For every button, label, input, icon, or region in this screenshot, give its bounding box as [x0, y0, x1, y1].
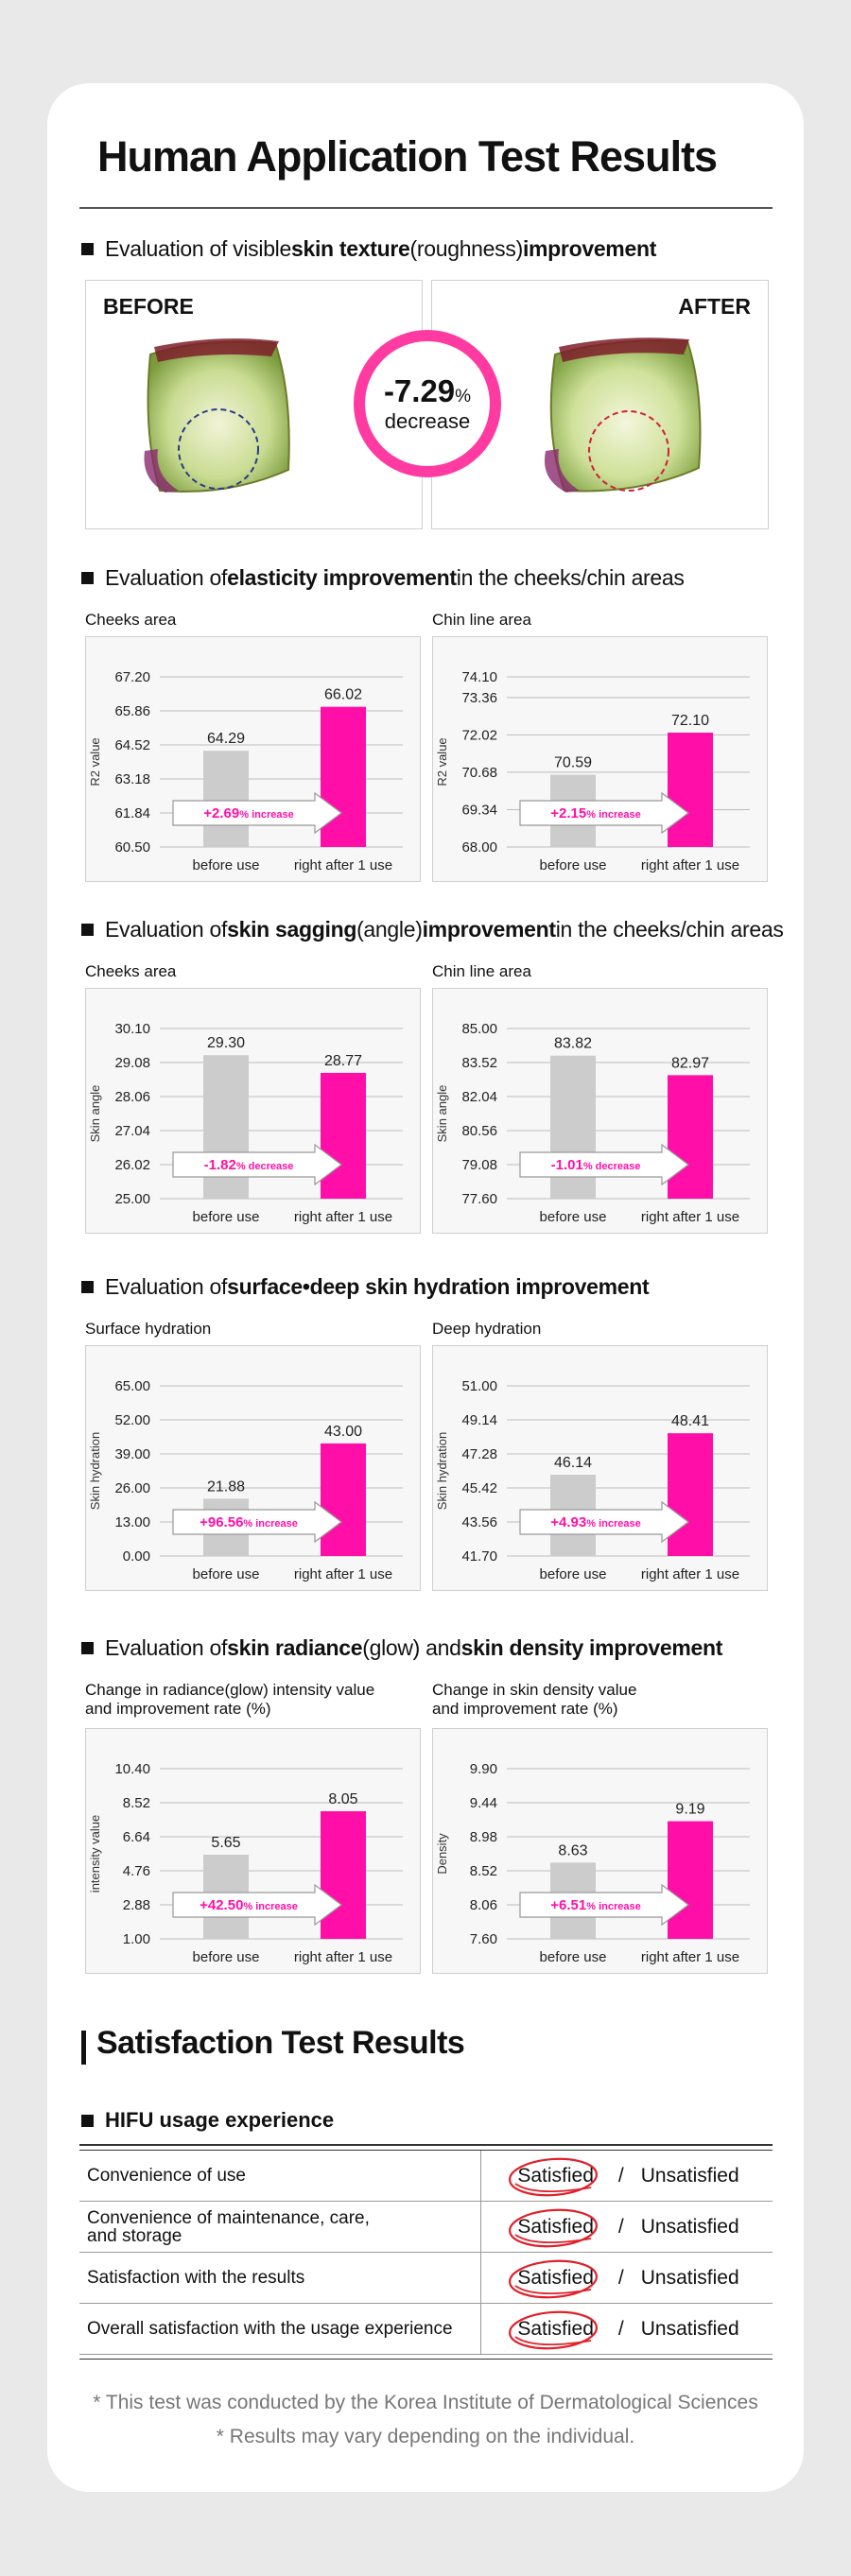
bullet-square-icon	[81, 572, 94, 584]
red-circle-mark-icon	[506, 2206, 604, 2250]
y-axis-label: Skin hydration	[435, 1431, 449, 1511]
satisfaction-answer	[480, 2253, 773, 2303]
satisfaction-table	[79, 2144, 773, 2360]
bar-value-label: 29.30	[206, 1035, 246, 1052]
chart-caption: Cheeks area	[85, 611, 177, 629]
answer-unsatisfied: Unsatisfied	[640, 2164, 739, 2187]
x-category-label: before use	[539, 857, 607, 873]
y-tick-label: 7.60	[469, 1931, 497, 1947]
bar-value-label: 5.65	[211, 1834, 241, 1851]
y-tick-label: 51.00	[461, 1378, 497, 1394]
x-category-label: right after 1 use	[293, 1209, 393, 1225]
chart-chin-elasticity	[432, 636, 768, 882]
decrease-value: -7.29%	[383, 373, 472, 408]
chart-svg	[433, 1346, 767, 1590]
bar-value-label: 70.59	[553, 754, 593, 771]
satisfaction-answer	[480, 2151, 773, 2201]
bar-value-label: 28.77	[323, 1052, 363, 1069]
y-tick-label: 77.60	[461, 1191, 497, 1207]
y-tick-label: 9.90	[469, 1761, 497, 1777]
chart-caption: Chin line area	[432, 962, 531, 980]
satisfaction-title: Satisfaction Test Results	[96, 2025, 465, 2061]
y-tick-label: 70.68	[461, 764, 497, 781]
bar-value-label: 66.02	[323, 686, 363, 703]
x-category-label: before use	[192, 1209, 260, 1225]
answer-satisfied: Satisfied	[513, 2216, 598, 2239]
x-category-label: right after 1 use	[293, 857, 393, 873]
y-tick-label: 52.00	[114, 1412, 150, 1428]
y-tick-label: 41.70	[461, 1548, 497, 1565]
bar-after	[668, 1433, 713, 1556]
x-category-label: right after 1 use	[293, 1566, 393, 1582]
chart-deep-hydration	[432, 1345, 768, 1591]
satisfaction-row	[79, 2253, 773, 2304]
y-tick-label: 85.00	[461, 1021, 497, 1037]
bar-value-label: 46.14	[553, 1455, 593, 1472]
y-tick-label: 47.28	[461, 1446, 497, 1462]
answer-separator: /	[617, 2215, 624, 2238]
chart-radiance	[85, 1728, 421, 1974]
section-heading-elasticity: Evaluation of elasticity improvement in the cheeks/chin areas	[81, 565, 685, 591]
y-tick-label: 63.18	[114, 771, 150, 787]
section-heading-radiance: Evaluation of skin radiance (glow) and skin density improvement	[81, 1635, 722, 1661]
change-label: +6.51% increase	[550, 1897, 641, 1913]
y-tick-label: 65.86	[114, 703, 150, 719]
bar-after	[321, 1811, 366, 1939]
y-tick-label: 9.44	[469, 1795, 497, 1811]
bar-value-label: 8.63	[558, 1842, 588, 1859]
y-tick-label: 61.84	[114, 805, 150, 821]
change-label: -1.01% decrease	[550, 1157, 641, 1173]
x-category-label: before use	[539, 1949, 607, 1965]
y-tick-label: 43.56	[461, 1514, 497, 1530]
change-label: +4.93% increase	[550, 1514, 641, 1530]
x-category-label: before use	[539, 1566, 607, 1582]
x-category-label: right after 1 use	[640, 1949, 740, 1965]
change-label: +2.69% increase	[203, 805, 294, 821]
section-heading-texture: Evaluation of visible skin texture (roughness) improvement	[81, 236, 656, 262]
satisfaction-question: Overall satisfaction with the usage experience	[87, 2319, 453, 2339]
x-category-label: right after 1 use	[640, 1209, 740, 1225]
y-tick-label: 73.36	[461, 689, 497, 706]
chart-svg	[86, 637, 420, 881]
y-tick-label: 60.50	[114, 839, 150, 856]
y-tick-label: 68.00	[461, 839, 497, 856]
bar-after	[321, 707, 366, 847]
change-label: +42.50% increase	[200, 1897, 298, 1913]
answer-satisfied: Satisfied	[513, 2267, 598, 2290]
y-tick-label: 0.00	[122, 1548, 150, 1565]
bar-value-label: 83.82	[553, 1035, 593, 1052]
bar-value-label: 9.19	[675, 1801, 705, 1818]
bullet-square-icon	[81, 243, 94, 255]
y-tick-label: 10.40	[114, 1761, 150, 1777]
satisfaction-row	[79, 2202, 773, 2253]
y-tick-label: 13.00	[114, 1514, 150, 1530]
bullet-square-icon	[81, 2115, 94, 2127]
answer-separator: /	[617, 2164, 624, 2187]
x-category-label: before use	[539, 1209, 607, 1225]
satisfaction-question: Convenience of maintenance, care, and storage	[87, 2207, 370, 2246]
y-axis-label: Skin angle	[435, 1084, 449, 1143]
y-axis-label: Skin hydration	[88, 1431, 102, 1511]
y-tick-label: 74.10	[461, 669, 497, 685]
y-tick-label: 8.52	[122, 1795, 150, 1811]
answer-unsatisfied: Unsatisfied	[640, 2266, 739, 2289]
before-label: BEFORE	[103, 294, 194, 319]
y-tick-label: 29.08	[114, 1055, 150, 1071]
y-tick-label: 4.76	[122, 1863, 150, 1879]
bar-value-label: 21.88	[206, 1478, 246, 1495]
bullet-square-icon	[81, 924, 94, 936]
y-tick-label: 80.56	[461, 1123, 497, 1139]
answer-separator: /	[617, 2266, 624, 2289]
x-category-label: before use	[192, 857, 260, 873]
bullet-square-icon	[81, 1281, 94, 1293]
red-circle-mark-icon	[506, 2257, 604, 2301]
footnote-variance: * Results may vary depending on the individual.	[216, 2426, 635, 2447]
answer-unsatisfied: Unsatisfied	[640, 2215, 739, 2238]
y-tick-label: 27.04	[114, 1123, 150, 1139]
y-tick-label: 64.52	[114, 737, 150, 753]
footnote-institute: * This test was conducted by the Korea Institute of Dermatological Sciences	[93, 2392, 758, 2413]
bar-value-label: 43.00	[323, 1423, 363, 1440]
bullet-square-icon	[81, 1642, 94, 1654]
chart-svg	[86, 1729, 420, 1973]
x-category-label: right after 1 use	[640, 1566, 740, 1582]
change-label: +96.56% increase	[200, 1514, 298, 1530]
bar-value-label: 72.10	[670, 713, 710, 730]
satisfaction-question: Convenience of use	[87, 2166, 246, 2186]
page-title: Human Application Test Results	[97, 132, 718, 181]
y-tick-label: 26.00	[114, 1480, 150, 1496]
y-tick-label: 1.00	[122, 1931, 150, 1947]
answer-satisfied: Satisfied	[513, 2165, 598, 2187]
y-tick-label: 69.34	[461, 802, 497, 819]
y-tick-label: 39.00	[114, 1446, 150, 1462]
chart-caption: Chin line area	[432, 611, 531, 629]
y-tick-label: 8.06	[469, 1897, 497, 1913]
chart-cheeks-sagging	[85, 988, 421, 1234]
y-tick-label: 82.04	[461, 1089, 497, 1105]
y-axis-label: Density	[435, 1833, 449, 1875]
bar-after	[668, 1075, 713, 1199]
chart-caption: Change in radiance(glow) intensity value and improvement rate (%)	[85, 1681, 375, 1718]
chart-svg	[86, 989, 420, 1233]
chart-caption: Cheeks area	[85, 962, 177, 980]
chart-caption: Change in skin density value and improvement rate (%)	[432, 1681, 637, 1718]
bar-after	[321, 1073, 366, 1199]
section-heading-sagging: Evaluation of skin sagging (angle) improvement in the cheeks/chin areas	[81, 917, 784, 942]
y-tick-label: 79.08	[461, 1157, 497, 1173]
y-tick-label: 8.98	[469, 1829, 497, 1845]
y-axis-label: Skin angle	[88, 1084, 102, 1143]
y-tick-label: 67.20	[114, 669, 150, 685]
y-axis-label: R2 value	[435, 737, 449, 787]
red-circle-mark-icon	[506, 2155, 604, 2199]
y-axis-label: R2 value	[88, 737, 102, 787]
chart-caption: Deep hydration	[432, 1320, 542, 1338]
chart-svg	[433, 637, 767, 881]
bar-after	[321, 1444, 366, 1556]
answer-separator: /	[617, 2317, 624, 2340]
satisfaction-row	[79, 2304, 773, 2355]
decrease-label: decrease	[384, 409, 471, 433]
satisfaction-answer	[480, 2304, 773, 2354]
red-circle-mark-icon	[506, 2308, 604, 2352]
chart-surface-hydration	[85, 1345, 421, 1591]
bar-value-label: 48.41	[670, 1413, 710, 1430]
satisfaction-subtitle: HIFU usage experience	[81, 2108, 334, 2133]
title-divider	[79, 207, 773, 209]
chart-svg	[433, 989, 767, 1233]
y-tick-label: 45.42	[461, 1480, 497, 1496]
chart-density	[432, 1728, 768, 1974]
y-tick-label: 2.88	[122, 1897, 150, 1913]
bar-after	[668, 1822, 713, 1939]
y-tick-label: 72.02	[461, 727, 497, 744]
x-category-label: before use	[192, 1949, 260, 1965]
y-tick-label: 8.52	[469, 1863, 497, 1879]
satisfaction-answer	[480, 2202, 773, 2252]
chart-svg	[433, 1729, 767, 1973]
y-tick-label: 28.06	[114, 1089, 150, 1105]
bar-value-label: 64.29	[206, 731, 246, 748]
change-label: +2.15% increase	[550, 805, 641, 821]
answer-unsatisfied: Unsatisfied	[640, 2317, 739, 2340]
chart-chin-sagging	[432, 988, 768, 1234]
y-tick-label: 65.00	[114, 1378, 150, 1394]
bar-value-label: 8.05	[328, 1791, 358, 1807]
y-tick-label: 83.52	[461, 1055, 497, 1071]
x-category-label: right after 1 use	[293, 1949, 393, 1965]
chart-cheeks-elasticity	[85, 636, 421, 882]
y-axis-label: intensity value	[88, 1814, 102, 1893]
chart-caption: Surface hydration	[85, 1320, 212, 1338]
change-label: -1.82% decrease	[203, 1157, 294, 1173]
after-label: AFTER	[678, 294, 751, 319]
chart-svg	[86, 1346, 420, 1590]
y-tick-label: 25.00	[114, 1191, 150, 1207]
y-tick-label: 6.64	[122, 1829, 150, 1845]
bar-after	[668, 733, 713, 847]
satisfaction-question: Satisfaction with the results	[87, 2268, 305, 2288]
y-tick-label: 26.02	[114, 1157, 150, 1173]
x-category-label: before use	[192, 1566, 260, 1582]
y-tick-label: 30.10	[114, 1021, 150, 1037]
bar-value-label: 82.97	[670, 1055, 710, 1072]
x-category-label: right after 1 use	[640, 857, 740, 873]
decrease-badge	[354, 330, 501, 477]
section-heading-hydration: Evaluation of surface•deep skin hydration improvement	[81, 1274, 649, 1300]
answer-satisfied: Satisfied	[513, 2318, 598, 2341]
y-tick-label: 49.14	[461, 1412, 497, 1428]
satisfaction-row	[79, 2151, 773, 2202]
bar-before	[203, 751, 249, 847]
